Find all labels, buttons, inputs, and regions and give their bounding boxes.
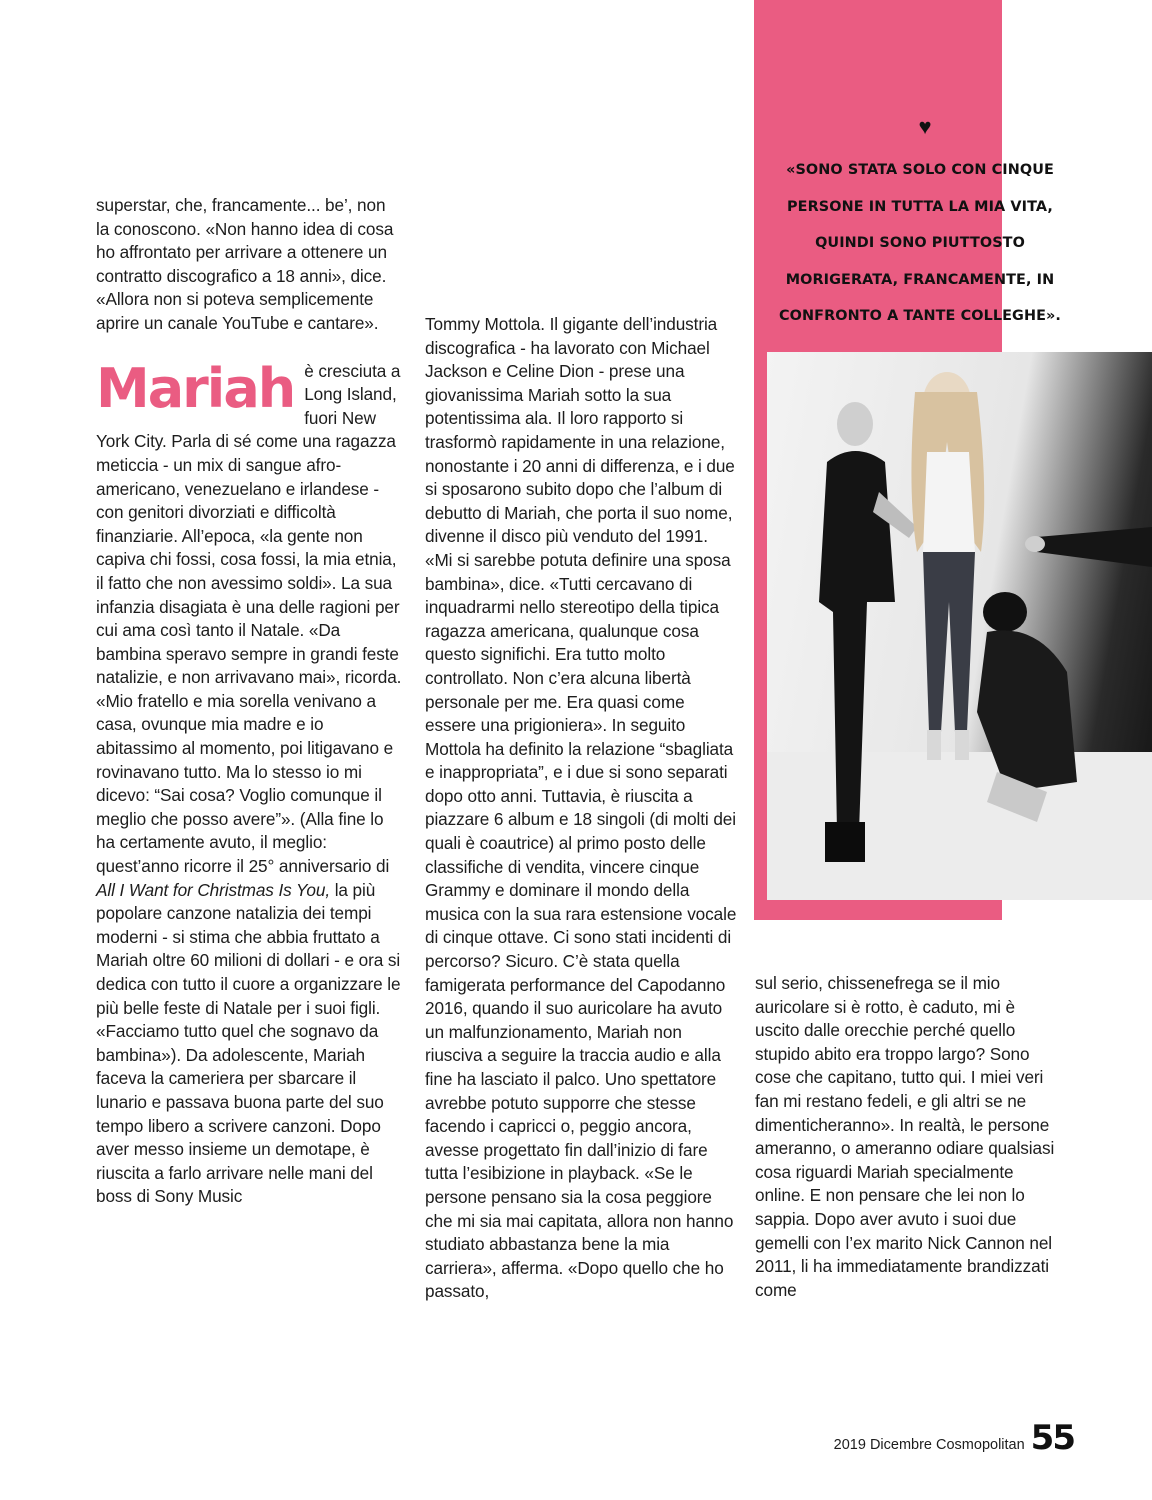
article-column-2 — [425, 313, 737, 1304]
song-title: All I Want for Christmas Is You, — [96, 879, 331, 900]
photo-illustration — [767, 352, 1152, 900]
column-3-text: sul serio, chissenefrega se il mio auricolare si è rotto, è caduto, mi è uscito dalle orecchie perché quello stupido abito era troppo largo? Sono cose che capitano, tutto qui. I miei veri fan mi restano fedeli, e gli altri se ne dimenticheranno». In realtà, le persone ameranno, o ameranno odiare qualsiasi cosa riguardi Mariah specialmente online. E non pensare che lei non lo sappia. Dopo aver avuto i suoi due gemelli con l’ex marito Nick Cannon nel 2011, li ha immediatamente brandizzati come — [755, 973, 1055, 1300]
heart-icon: ♥ — [918, 114, 932, 139]
column-1-body — [96, 356, 402, 1209]
photo-shoot-image — [767, 352, 1152, 900]
article-column-3 — [755, 972, 1055, 1302]
column-1-intro: superstar, che, francamente... be’, non la conoscono. «Non hanno idea di cosa ho affrontato per arrivare a ottenere un contratto discografico a 18 anni», dice. «Allora non si poteva semplicemente aprire un canale YouTube e cantare». — [96, 195, 394, 333]
footer-issue: 2019 Dicembre Cosmopolitan — [833, 1437, 1025, 1453]
page-number: 55 — [1030, 1418, 1074, 1458]
column-2-text: Tommy Mottola. Il gigante dell’industria discografica - ha lavorato con Michael Jackson e Celine Dion - prese una giovanissima Mariah sotto la sua potentissima ala. Il loro rapporto si trasformò rapidamente in una relazione, nonostante i 20 anni di differenza, e i due si sposarono subito dopo che l’album di debutto di Mariah, che porta il suo nome, divenne il disco più venduto del 1991. «Mi si sarebbe potuta definire una sposa bambina», dice. «Tutti cercavano di inquadrarmi nello stereotipo della tipica ragazza americana, qualunque cosa questo significhi. Era tutto molto controllato. Non c’era alcuna libertà personale per me. Era quasi come essere una prigioniera». In seguito Mottola ha definito la relazione “sbagliata e inappropriata”, e i due si sono separati dopo otto anni. Tuttavia, è riuscita a piazzare 6 album e 18 singoli (di molti dei quali è coautrice) al primo posto delle classifiche di vendita, vincere cinque Grammy e dominare il mondo della musica con la sua rara estensione vocale di cinque ottave. Ci sono stati incidenti di percorso? Sicuro. C’è stata quella famigerata performance del Capodanno 2016, quando il suo auricolare ha avuto un malfunzionamento, Mariah non riusciva a seguire la traccia audio e alla fine ha lasciato il palco. Uno spettatore avrebbe potuto supporre che stesse facendo i capricci o, peggio ancora, avesse progettato fin dall’inizio di fare tutta l’esibizione in playback. «Se le persone pensano sia la cosa peggiore che mi sia mai capitata, allora non hanno studiato abbastanza bene la mia carriera», afferma. «Dopo quello che ho passato, — [425, 314, 737, 1302]
dropcap-mariah: Mariah — [96, 356, 295, 420]
pull-quote: «SONO STATA SOLO CON CINQUE PERSONE IN TUTTA LA MIA VITA, QUINDI SONO PIUTTOSTO MORIGERATA, FRANCAMENTE, IN CONFRONTO A TANTE COLLEGHE». — [779, 162, 1061, 325]
article-column-1 — [96, 194, 402, 1209]
column-1-body-text: è cresciuta a Long Island, fuori New York City. Parla di sé come una ragazza meticcia - un mix di sangue afro-americano, venezuelano e irlandese - con genitori divorziati e difficoltà finanziarie. All’epoca, «la gente non capiva chi fossi, cosa fossi, la mia etnia, il fatto che non avessimo soldi». La sua infanzia disagiata è una delle ragioni per cui ama così tanto il Natale. «Da bambina speravo sempre in grandi feste natalizie, e non arrivavano mai», ricorda. «Mio fratello e mia sorella venivano a casa, ovunque mia madre e io abitassimo al momento, poi litigavano e rovinavano tutto. Ma lo stesso io mi dicevo: “Sai cosa? Voglio comunque il meglio che posso avere”». (Alla fine lo ha certamente avuto, il meglio: quest’anno ricorre il 25° anniversario di — [96, 360, 402, 877]
column-1-body-tail: la più popolare canzone natalizia dei tempi moderni - si stima che abbia fruttato a Mariah oltre 60 milioni di dollari - e ora si dedica con tutto il cuore a organizzare le più belle feste di Natale per i suoi figli. «Facciamo tutto quel che sognavo da bambina»). Da adolescente, Mariah faceva la cameriera per sbarcare il lunario e passava buona parte del suo tempo libero a scrivere canzoni. Dopo aver messo insieme un demotape, è riuscita a farlo arrivare nelle mani del boss di Sony Music — [96, 879, 401, 1207]
page-footer — [834, 1418, 1074, 1458]
